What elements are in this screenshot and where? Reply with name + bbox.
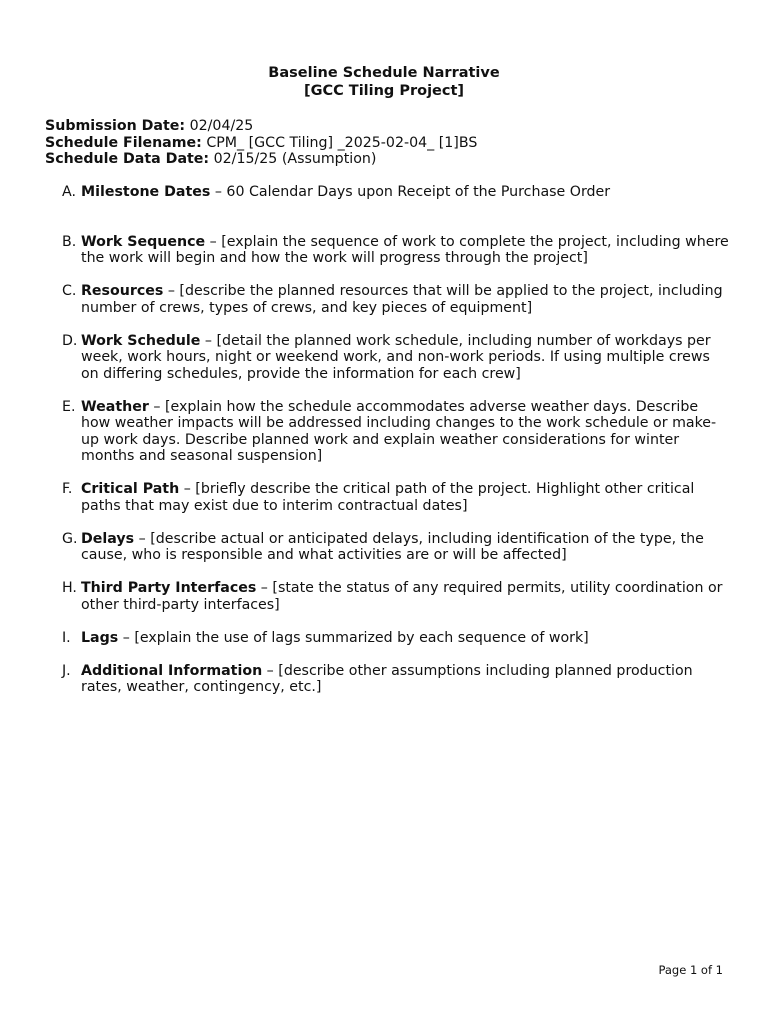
- section-text: – [explain how the schedule accommodates adverse weather days. Describe how weather impacts will be addressed including changes to the work schedule or make-up work days. Describe planned work and explain weather considerations for winter months and seasonal suspension]: [81, 398, 717, 464]
- meta-label: Submission Date:: [45, 118, 186, 134]
- document-title: [0, 64, 768, 100]
- section-marker: J.: [62, 662, 71, 679]
- section-heading: Additional Information: [81, 662, 263, 679]
- section-marker: D.: [62, 332, 78, 349]
- section-text: – [explain the use of lags summarized by each sequence of work]: [118, 629, 589, 646]
- section-heading: Resources: [81, 283, 164, 299]
- section-heading: Lags: [81, 629, 119, 646]
- schedule-metadata: [45, 118, 735, 168]
- section-marker: E.: [62, 398, 76, 415]
- section-text: – [describe the planned resources that will be applied to the project, including number of crews, types of crews, and key pieces of equipment]: [81, 283, 723, 316]
- section-text: – 60 Calendar Days upon Receipt of the Purchase Order: [210, 184, 611, 200]
- title-line-1: Baseline Schedule Narrative: [268, 65, 500, 81]
- section-heading: Work Schedule: [81, 332, 201, 349]
- section-marker: H.: [62, 580, 77, 596]
- narrative-sections: [0, 184, 768, 696]
- schedule-filename-row: [45, 135, 735, 152]
- section-marker: I.: [62, 629, 71, 646]
- section-additional-information: [0, 663, 731, 696]
- section-text: – [state the status of any required permits, utility coordination or other third-party interfaces]: [81, 580, 723, 613]
- section-critical-path: [0, 481, 731, 514]
- section-resources: [0, 283, 731, 316]
- meta-value: 02/15/25 (Assumption): [209, 151, 377, 167]
- section-marker: C.: [62, 283, 77, 299]
- meta-label: Schedule Filename:: [45, 134, 202, 151]
- submission-date-row: [45, 118, 735, 135]
- section-heading: Third Party Interfaces: [81, 580, 257, 596]
- section-text: – [describe other assumptions including planned production rates, weather, contingency, etc.]: [81, 662, 693, 695]
- section-text: – [detail the planned work schedule, including number of workdays per week, work hours, night or weekend work, and non-work periods. If using multiple crews on differing schedules, provide the information for each crew]: [81, 332, 711, 382]
- section-heading: Work Sequence: [81, 233, 206, 250]
- section-marker: B.: [62, 233, 77, 250]
- section-delays: [0, 531, 731, 564]
- title-line-2: [GCC Tiling Project]: [303, 83, 465, 99]
- section-marker: G.: [62, 530, 78, 547]
- page-number: Page 1 of 1: [658, 963, 723, 977]
- meta-label: Schedule Data Date:: [45, 151, 210, 167]
- section-marker: A.: [62, 184, 76, 200]
- section-lags: [0, 630, 731, 647]
- section-marker: F.: [62, 481, 73, 497]
- section-weather: [0, 399, 731, 465]
- section-heading: Milestone Dates: [81, 184, 211, 200]
- meta-value: 02/04/25: [185, 118, 254, 134]
- section-work-sequence: [0, 234, 731, 267]
- section-text: – [describe actual or anticipated delays, including identification of the type, the cause, who is responsible and what activities are or will be affected]: [81, 530, 704, 563]
- section-text: – [explain the sequence of work to complete the project, including where the work will begin and how the work will progress through the project]: [81, 233, 729, 266]
- section-text: – [briefly describe the critical path of the project. Highlight other critical paths that may exist due to interim contractual dates]: [81, 481, 695, 514]
- section-heading: Critical Path: [81, 481, 180, 497]
- section-heading: Weather: [81, 398, 149, 415]
- section-milestone-dates: [0, 184, 731, 201]
- section-third-party-interfaces: [0, 580, 731, 613]
- schedule-data-date-row: [45, 151, 735, 168]
- meta-value: CPM_ [GCC Tiling] _2025-02-04_ [1]BS: [201, 134, 478, 151]
- section-work-schedule: [0, 333, 731, 383]
- section-heading: Delays: [81, 530, 135, 547]
